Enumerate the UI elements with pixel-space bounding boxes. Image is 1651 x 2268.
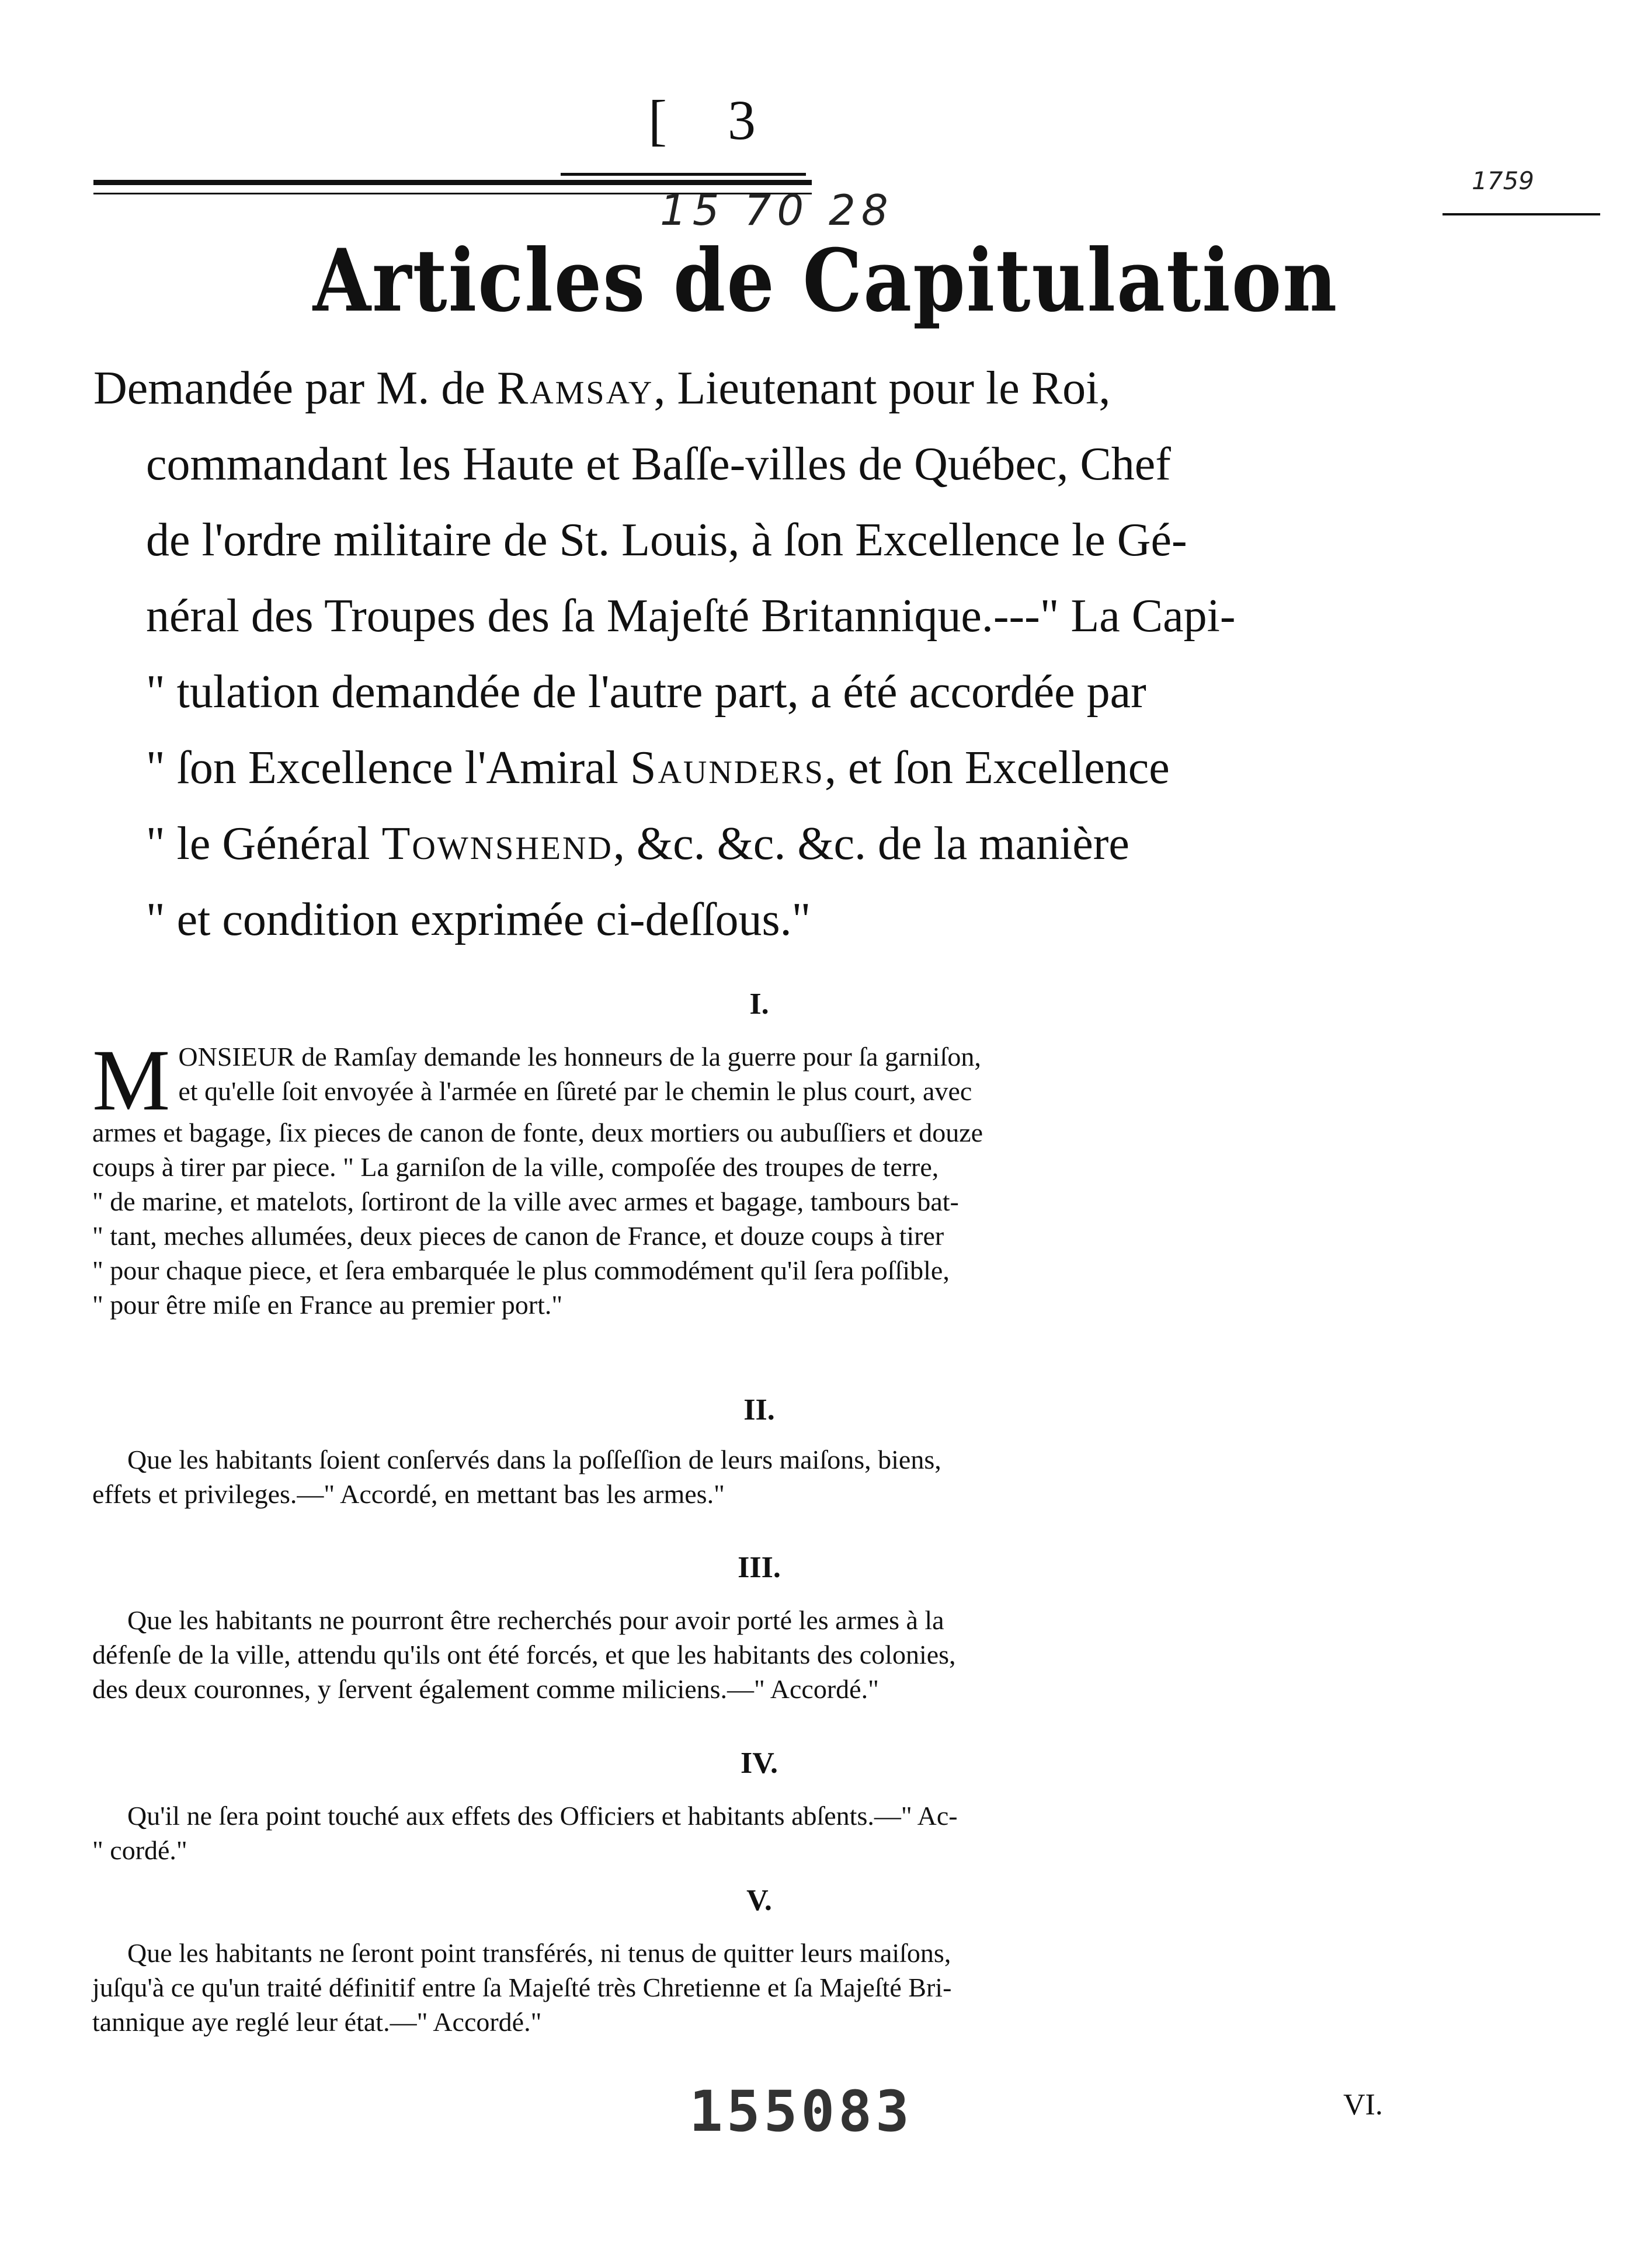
article-line: ONSIEUR de Ramſay demande les honneurs de la guerre pour ſa garniſon, [178,1042,981,1072]
article-numeral: II. [743,1393,775,1427]
article-text [92,1603,1400,1706]
article-line: des deux couronnes, y ſervent également comme miliciens.—" Accordé." [92,1674,879,1704]
article-text [92,1032,1400,1322]
article-line: armes et bagage, ſix pieces de canon de fonte, deux mortiers ou aubuſſiers et douze [92,1118,983,1147]
article-text [92,1442,1400,1511]
article-line: coups à tirer par piece. " La garniſon de la ville, compoſée des troupes de terre, [92,1152,939,1182]
article-line: Que les habitants ne pourront être recherchés pour avoir porté les armes à la [127,1605,944,1635]
preamble-line: " et condition exprimée ci-deſſous." [146,894,811,945]
article-numeral: IV. [740,1747,778,1780]
article-line: effets et privileges.—" Accordé, en mettant bas les armes." [92,1479,725,1509]
preamble-line: néral des Troupes des ſa Majeſté Britannique.---" La Capi- [146,590,1236,642]
article-line: " pour chaque piece, et ſera embarquée le plus commodément qu'il ſera poſſible, [92,1255,950,1285]
preamble-line: commandant les Haute et Baſſe-villes de Québec, Chef [146,439,1171,490]
page-marker: [ 3 [648,89,779,151]
top-rule-left [93,180,812,185]
preamble-line: de l'ordre militaire de St. Louis, à ſon Excellence le Gé- [146,514,1187,566]
drop-cap: M [92,1032,171,1129]
article-line: Que les habitants ſoient conſervés dans la poſſeſſion de leurs maiſons, biens, [127,1445,941,1474]
article-numeral: I. [749,987,769,1021]
article-text [92,1799,1400,1867]
preamble-line: " ſon Excellence l'Amiral Saunders, et ſon Excellence [146,742,1170,794]
stamp-number: 155083 [689,2079,913,2144]
corner-mark: 1759 [1472,166,1534,195]
corner-flourish [1443,213,1600,215]
article-numeral: III. [738,1551,781,1584]
article-line: juſqu'à ce qu'un traité définitif entre ſa Majeſté très Chretienne et ſa Majeſté Bri- [92,1973,952,2002]
article-line: " pour être miſe en France au premier port." [92,1290,563,1320]
preamble-line: " le Général Townshend, &c. &c. &c. de la manière [146,818,1129,869]
article-line: " cordé." [92,1835,187,1865]
article-numeral: V. [746,1884,772,1917]
preamble [93,350,1413,958]
article-line: Qu'il ne ſera point touché aux effets des Officiers et habitants abſents.—" Ac- [127,1801,958,1831]
article-line: tannique aye reglé leur état.—" Accordé." [92,2007,542,2037]
article-line: et qu'elle ſoit envoyée à l'armée en ſûreté par le chemin le plus court, avec [178,1076,972,1106]
top-rule-right [561,173,806,176]
article-line: défenſe de la ville, attendu qu'ils ont été forcés, et que les habitants des colonies, [92,1640,956,1669]
handwritten-number: 15 70 28 [660,186,894,235]
article-line: " de marine, et matelots, ſortiront de la ville avec armes et bagage, tambours bat- [92,1187,959,1216]
document-title: Articles de Capitulation [312,231,1339,332]
catchword: VI. [1343,2088,1383,2121]
preamble-line: Demandée par M. de Ramsay, Lieutenant pour le Roi, [93,363,1111,414]
article-line: " tant, meches allumées, deux pieces de canon de France, et douze coups à tirer [92,1221,944,1251]
article-line: Que les habitants ne ſeront point transférés, ni tenus de quitter leurs maiſons, [127,1938,951,1968]
preamble-line: " tulation demandée de l'autre part, a été accordée par [146,666,1146,718]
article-text [92,1936,1400,2039]
